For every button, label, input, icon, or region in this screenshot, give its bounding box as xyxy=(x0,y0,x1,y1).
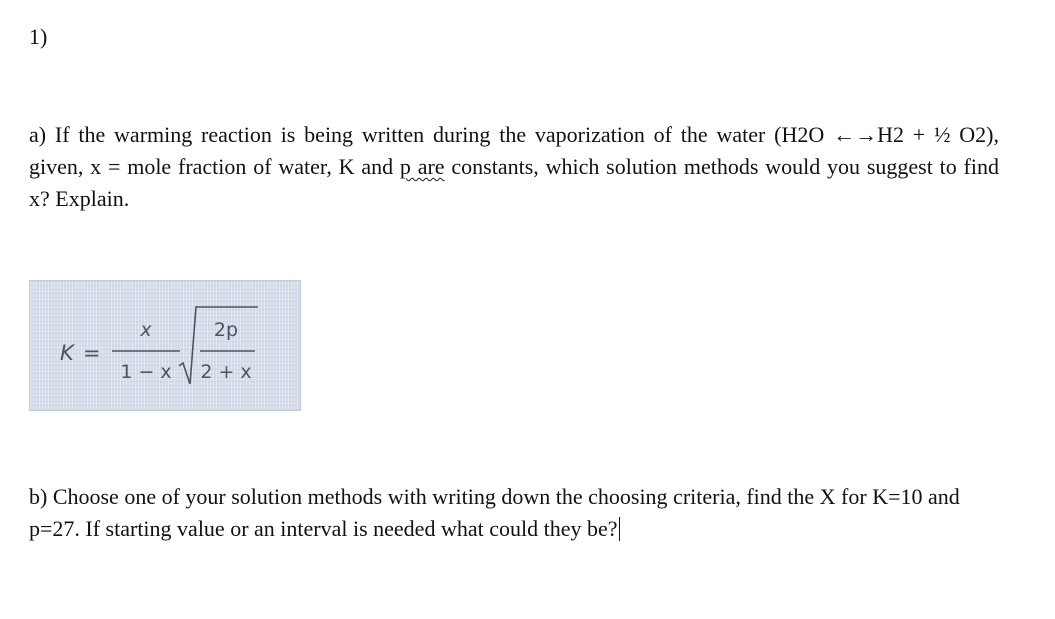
equation-svg xyxy=(30,281,302,412)
part-b-text: b) Choose one of your solution methods with writing down the choosing criteria, find the X for K=10 and p=27. If starting value or an interval is needed what could they be? xyxy=(29,484,960,541)
equation-numerator-1: x xyxy=(140,319,152,341)
equation-numerator-2: 2p xyxy=(213,319,239,341)
equation-lhs: K xyxy=(60,341,74,365)
part-a-spellcheck-underline: p are xyxy=(399,154,445,179)
part-a-paragraph[interactable] xyxy=(29,119,999,215)
part-a-text-before: a) If the warming reaction is being written during the vaporization of the water (H2O ←→H2 + ½ O2), given, x = mole fraction of water, K and xyxy=(29,122,999,179)
part-b-paragraph[interactable] xyxy=(29,481,1009,545)
part-a-text-after: constants, which solution methods would you suggest to find x? Explain. xyxy=(29,154,999,211)
equation-image[interactable] xyxy=(29,280,301,411)
question-number: 1) xyxy=(29,24,48,49)
text-cursor xyxy=(619,517,620,541)
equation-denominator-1: 1 − x xyxy=(120,361,172,383)
equation-equals: = xyxy=(83,341,101,365)
equation-denominator-2: 2 + x xyxy=(200,361,252,383)
